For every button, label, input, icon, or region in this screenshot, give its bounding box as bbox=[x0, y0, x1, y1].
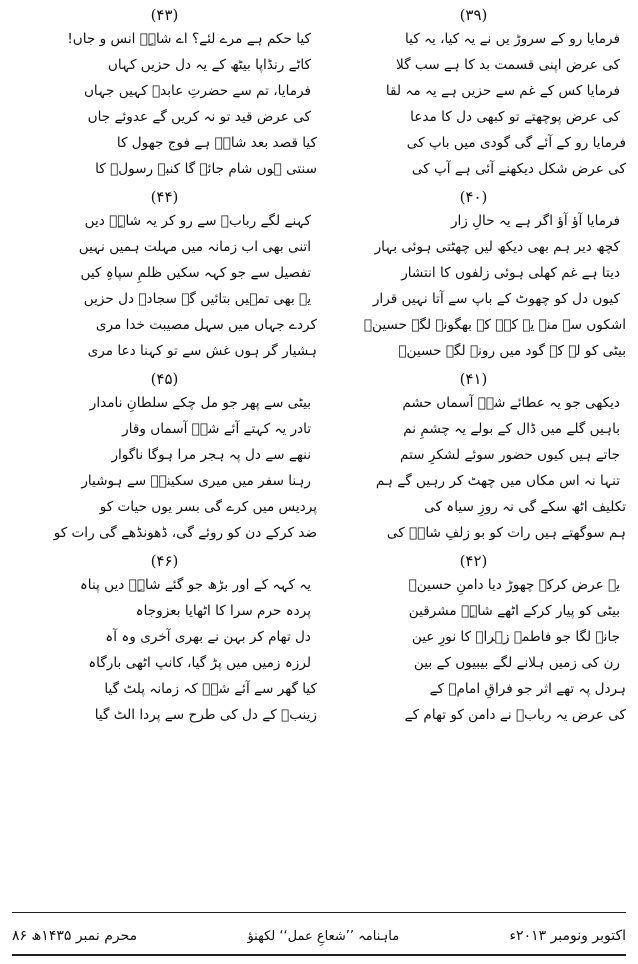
verse-line: فرمایا رو کے آئے گی گودی میں باپ کی bbox=[406, 135, 626, 151]
verse-line: باہیں گلے میں ڈال کے بولے یہ چشمِ نم bbox=[403, 421, 620, 437]
verse-line: یہ عرض کرکے چھوڑ دیا دامنِ حسینؑ bbox=[408, 577, 620, 593]
verse-line: زینبؑ کے دل کی طرح سے پردا الٹ گیا bbox=[94, 707, 317, 723]
verse-line: کیا گھر سے آئے شہؑ کہ زمانہ پلٹ گیا bbox=[104, 681, 317, 697]
verse-line: یہ بھی تمہیں بتائیں گے سجادؑ دل حزیں bbox=[83, 291, 311, 307]
stanza-46 bbox=[12, 550, 317, 728]
stanza-44 bbox=[12, 186, 317, 364]
verse-line: تکلیف اٹھ سکے گی نہ روزِ سیاہ کی bbox=[424, 499, 626, 515]
stanza-number: (۳۹) bbox=[459, 6, 488, 24]
verse-line: فرمایا آؤ آؤ اگر ہے یہ حالِ زار bbox=[450, 213, 620, 229]
verse-line: دیتا ہے غم کھلی ہوئی زلفوں کا انتشار bbox=[401, 265, 620, 281]
verse-line: کی عرض پوچھتے تو کبھی دل کا مدعا bbox=[410, 109, 620, 125]
verse-line: کی عرض شکل دیکھنے آئی ہے آپ کی bbox=[411, 161, 626, 177]
footer-issue-page: محرم نمبر ۱۴۳۵ھ ۸۶ bbox=[12, 928, 138, 944]
verse-line: ہشیار گر ہوں غش سے تو کہنا دعا مری bbox=[87, 343, 317, 359]
verse-line: ہردل پہ تھے اثر جو فراقِ امامؑ کے bbox=[429, 681, 626, 697]
verse-line: کچھ دیر ہم بھی دیکھ لیں چھٹتی ہوئی بہار bbox=[374, 239, 620, 255]
verse-line: ہم سوگھتے ہیں رات کو بو زلفِ شاہؑ کی bbox=[386, 525, 626, 541]
verse-line: کی عرض اپنی قسمت بد کا ہے سب گلا bbox=[395, 57, 620, 73]
verse-line: کیا حکم ہے مرے لئے؟ اے شاہِؑ انس و جاں! bbox=[67, 31, 311, 47]
stanza-number: (۴۵) bbox=[150, 370, 179, 388]
left-column bbox=[12, 0, 317, 912]
verse-line: تفصیل سے جو کہہ سکیں ظلمِ سپاہِ کیں bbox=[80, 265, 311, 281]
verse-line: کی عرض قید تو نہ کریں گے عدوئے جاں bbox=[87, 109, 311, 125]
verse-line: کہنے لگے ربابؑ سے رو کر یہ شاہِؑ دیں bbox=[84, 213, 311, 229]
verse-line: کردے جہاں میں سہل مصیبت خدا مری bbox=[95, 317, 317, 333]
verse-line: جانے لگا جو فاطمہ زہراؑ کا نورِ عین bbox=[411, 629, 620, 645]
verse-line: رہنا سفر میں میری سکینہؑ سے ہوشیار bbox=[81, 473, 311, 489]
verse-line: بیٹی سے پھر جو مل چکے سلطانِ نامدار bbox=[89, 395, 311, 411]
verse-line: پردیس میں کرے گی بسر یوں حیات کو bbox=[99, 499, 317, 515]
verse-line: رن کی زمیں ہلانے لگے بیبیوں کے بین bbox=[413, 655, 620, 671]
verse-line: فرمایا کس کے غم سے حزیں ہے یہ مہ لقا bbox=[385, 83, 620, 99]
stanza-number: (۴۲) bbox=[459, 552, 488, 570]
stanza-43 bbox=[12, 4, 317, 182]
verse-line: تادر یہ کہتے آئے شہؑ آسماں وقار bbox=[122, 421, 311, 437]
footer-issue-date: اکتوبر ونومبر ۲۰۱۳ء bbox=[509, 928, 626, 944]
verse-line: فرمایا، تم سے حضرتِ عابدؑ کہیں جہاں bbox=[83, 83, 311, 99]
verse-line: بیٹی کو لے کے گود میں رونے لگے حسینؑ bbox=[398, 343, 626, 359]
verse-line: دیکھی جو یہ عطائے شہؑ آسماں حشم bbox=[402, 395, 620, 411]
verse-line: کاٹے رنڈاپا بیٹھ کے یہ دل حزیں کہاں bbox=[107, 57, 311, 73]
verse-line: لرزہ زمیں میں پڑ گیا، کانپ اٹھی بارگاہ bbox=[88, 655, 311, 671]
stanza-41 bbox=[321, 368, 626, 546]
stanza-number: (۴۶) bbox=[150, 552, 179, 570]
stanza-39 bbox=[321, 4, 626, 182]
stanza-40 bbox=[321, 186, 626, 364]
verse-line: کیوں دل کو چھوٹ کے باپ سے آتا نہیں قرار bbox=[372, 291, 620, 307]
verse-line: کیا قصد بعد شاہؑ ہے فوج جھول کا bbox=[116, 135, 317, 151]
stanza-number: (۴۳) bbox=[150, 6, 179, 24]
verse-line: جاتے ہیں کیوں حضور سوئے لشکرِ ستم bbox=[400, 447, 620, 463]
verse-line: یہ کہہ کے اور بڑھ جو گئے شاہِؑ دیں پناہ bbox=[79, 577, 311, 593]
stanza-number: (۴۱) bbox=[459, 370, 488, 388]
verse-line: بیٹی کو پیار کرکے اٹھے شاہِؑ مشرقین bbox=[408, 603, 620, 619]
stanza-number: (۴۰) bbox=[459, 188, 488, 206]
verse-line: سنتی ہوں شام جائے گا کنبہ رسولؐ کا bbox=[95, 161, 317, 177]
verse-line: تنہا نہ اس مکاں میں چھٹ کر رہیں گے ہم bbox=[375, 473, 620, 489]
footer-rule bbox=[12, 912, 626, 913]
stanza-number: (۴۴) bbox=[150, 188, 179, 206]
verse-line: پردہ حرم سرا کا اٹھایا بعزوجاہ bbox=[135, 603, 311, 619]
verse-line: اتنی بھی اب زمانہ میں مہلت ہمیں نہیں bbox=[78, 239, 311, 255]
verse-line: اشکوں سے منہ یہ کہہ کے بھگونے لگے حسینؑ bbox=[363, 317, 626, 333]
verse-line: دل تھام کر بہن نے بھری آخری وہ آہ bbox=[105, 629, 311, 645]
stanza-42 bbox=[321, 550, 626, 728]
verse-line: ضد کرکے دن کو روئے گی، ڈھونڈھے گی رات کو bbox=[53, 525, 317, 541]
verse-line: کی عرض یہ ربابؑ نے دامن کو تھام کے bbox=[404, 707, 626, 723]
footer-magazine-title: ماہنامہ ’’شعاعِ عمل‘‘ لکھنؤ bbox=[247, 928, 400, 944]
verse-line: ننھے سے دل پہ ہجر مرا ہوگا ناگوار bbox=[111, 447, 311, 463]
stanza-45 bbox=[12, 368, 317, 546]
verse-line: فرمایا رو کے سروڑ یں نے یہ کیا، یہ کیا bbox=[404, 31, 620, 47]
right-column bbox=[321, 0, 626, 912]
page-footer bbox=[12, 918, 626, 956]
